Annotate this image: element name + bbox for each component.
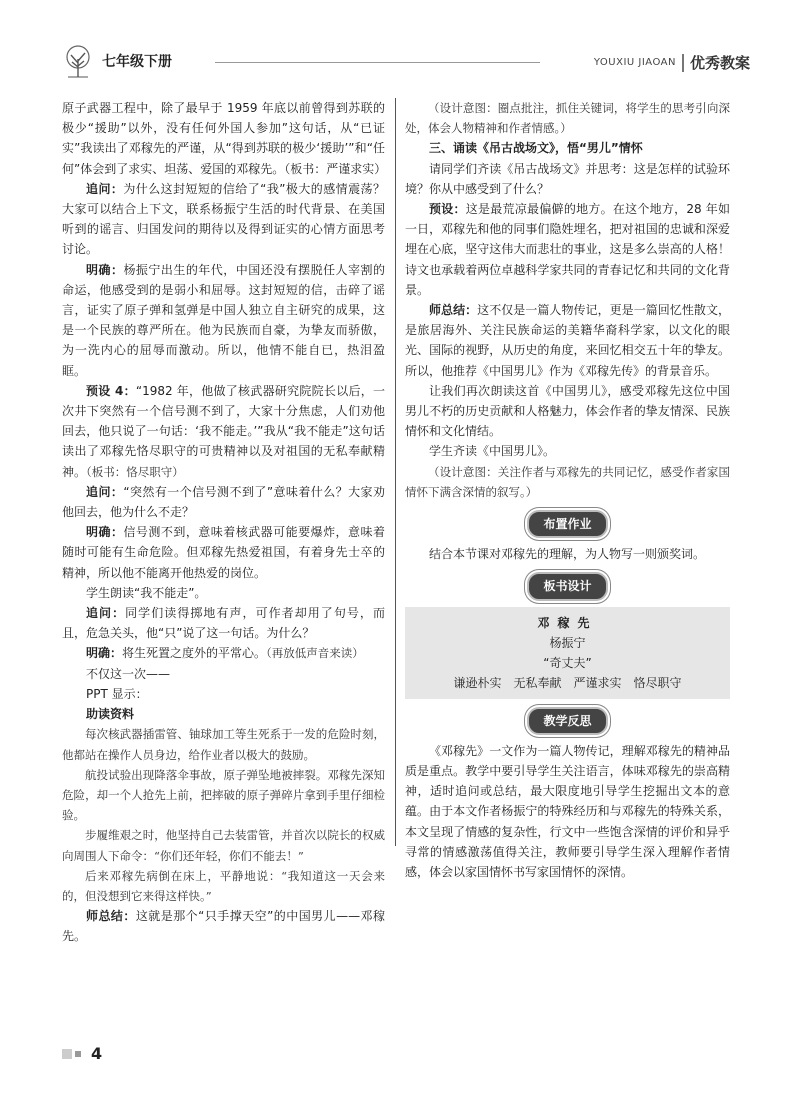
transition-line: 不仅这一次——: [86, 666, 171, 681]
follow-up-question: 追问：同学们读得掷地有声，可作者却用了句号，而且，危急关头，他“只”说了这一句话。为什么？: [62, 606, 385, 641]
board-nickname: “奇丈夫”: [543, 655, 592, 670]
aid-item: 每次核武器插雷管、铀球加工等生死系于一发的危险时刻，他都站在操作人员身边，给作业者以极大的鼓励。: [62, 727, 385, 762]
clarification: 明确：信号测不到，意味着核武器可能要爆炸，意味着随时可能有生命危险。但邓稼先热爱祖国，有着身先士卒的精神，所以他不能离开他热爱的岗位。: [62, 525, 385, 580]
brand-en: YOUXIU JIAOAN: [593, 57, 676, 68]
header-rule: [215, 62, 540, 63]
aid-item: 航投试验出现降落伞事故，原子弹坠地被摔裂。邓稼先深知危险，却一个人抢先上前，把摔破的原子弹碎片拿到手里仔细检验。: [62, 767, 385, 823]
footer-square-small: [75, 1051, 81, 1057]
homework-heading: 布置作业: [405, 510, 730, 538]
teacher-summary: 师总结：这就是那个“只手撑天空”的中国男儿——邓稼先。: [62, 909, 385, 944]
header-separator: [682, 54, 684, 72]
column-divider: [395, 98, 396, 846]
design-intent: （设计意图：圈点批注，抓住关键词，将学生的思考引向深处，体会人物精神和作者情感。）: [405, 101, 730, 136]
page-footer: [62, 1044, 102, 1063]
page-number: 4: [91, 1044, 103, 1063]
right-column: [405, 98, 730, 882]
student-reading: 学生齐读《中国男儿》。: [429, 444, 556, 459]
tree-icon: [60, 43, 96, 79]
paragraph: 原子武器工程中，除了最早于 1959 年底以前曾得到苏联的极少“援助”以外，没有任何外国人参加”这句话，从“已证实”我读出了邓稼先的严谨，从“得到苏联的极少‘援助’”和“任何”体会到了求实、坦荡、爱国的邓稼先。（板书：严谨求实）: [62, 101, 387, 176]
student-reading: 学生朗读“我不能走”。: [86, 585, 207, 600]
paragraph: 请同学们齐读《吊古战场文》并思考：这是怎样的试验环境？你从中感受到了什么？: [405, 161, 730, 196]
aid-item: 步履维艰之时，他坚持自己去装雷管，并首次以院长的权威向周围人下命令：“你们还年轻，你们不能去！”: [62, 828, 385, 863]
brand-cn: 优秀教案: [689, 54, 750, 72]
clarification: 明确：杨振宁出生的年代，中国还没有摆脱任人宰割的命运，他感受到的是弱小和屈辱。这封短短的信，击碎了谣言，证实了原子弹和氢弹是中国人独立自主研究的成果，这是一个民族的尊严所在。他为民族而自豪，为挚友而骄傲，为一洗内心的屈辱而激动。所以，他情不能自已，热泪盈眶。: [62, 262, 385, 378]
section-heading: 三、诵读《吊古战场文》，悟“男儿”情怀: [429, 141, 643, 156]
board-title: 邓稼先: [537, 615, 598, 630]
reflection-heading: 教学反思: [405, 707, 730, 735]
aid-title: 助读资料: [86, 707, 135, 722]
header-right: [594, 52, 750, 73]
preset-answer: 预设 4：“1982 年，他做了核武器研究院院长以后，一次井下突然有一个信号测不到了，大家十分焦虑，人们劝他回去，他只说了一句话：‘我不能走。’”我从“我不能走”这句话读出了邓稼先恪尽职守的可贵精神以及对祖国的无私奉献精神。（板书：恪尽职守）: [62, 383, 385, 479]
design-intent: （设计意图：关注作者与邓稼先的共同记忆，感受作者家国情怀下满含深情的叙写。）: [405, 464, 730, 499]
aid-item: 后来邓稼先病倒在床上，平静地说：“我知道这一天会来的，但没想到它来得这样快。”: [62, 868, 385, 903]
paragraph: 让我们再次朗读这首《中国男儿》，感受邓稼先这位中国男儿不朽的历史贡献和人格魅力，体会作者的挚友情深、民族情怀和文化情结。: [405, 383, 730, 439]
blackboard-heading: 板书设计: [405, 572, 730, 600]
blackboard-design: [405, 607, 730, 699]
header-left: [60, 42, 172, 80]
ppt-label: PPT 显示：: [86, 686, 148, 701]
follow-up-question: 追问：“突然有一个信号测不到了”意味着什么？大家劝他回去，他为什么不走？: [62, 484, 385, 520]
grade-label: 七年级下册: [102, 54, 172, 70]
footer-square: [62, 1049, 72, 1059]
preset-answer: 预设：这是最荒凉最偏僻的地方。在这个地方，28 年如一日，邓稼先和他的同事们隐姓埋名，把对祖国的忠诚和深爱埋在心底，坚守这伟大而悲壮的事业，这是多么崇高的人格！诗文也承载着两位卓越科学家共同的青春记忆和共同的文化背景。: [405, 202, 730, 297]
teacher-summary: 师总结：这不仅是一篇人物传记，更是一篇回忆性散文，是旅居海外、关注民族命运的美籍华裔科学家，以文化的眼光、国际的视野，从历史的角度，来回忆相交五十年的挚友。所以，他推荐《中国男儿》作为《邓稼先传》的背景音乐。: [405, 303, 730, 378]
homework-text: 结合本节课对邓稼先的理解，为人物写一则颁奖词。: [429, 547, 706, 562]
board-virtues: 谦逊朴实 无私奉献 严谨求实 恪尽职守: [453, 675, 682, 690]
reflection-text: 《邓稼先》一文作为一篇人物传记，理解邓稼先的精神品质是重点。教学中要引导学生关注语言，体味邓稼先的崇高精神，适时追问或总结，最大限度地引导学生挖掘出文本的意蕴。由于本文作者杨振宁的特殊经历和与邓稼先的特殊关系，本文呈现了情感的复杂性，行文中一些饱含深情的评价和异乎寻常的情感激荡值得关注，教师要引导学生深入理解作者情感，体会以家国情怀书写家国情怀的深情。: [405, 743, 730, 880]
left-column: [62, 98, 385, 947]
follow-up-question: 追问：为什么这封短短的信给了“我”极大的感情震荡？大家可以结合上下文，联系杨振宁生活的时代背景、在美国听到的谣言、归国发问的期待以及得到证实的心情方面思考讨论。: [62, 181, 385, 257]
clarification: 明确：将生死置之度外的平常心。（再放低声音来读）: [86, 646, 364, 661]
page-header: [60, 42, 750, 80]
board-author: 杨振宁: [549, 635, 586, 650]
